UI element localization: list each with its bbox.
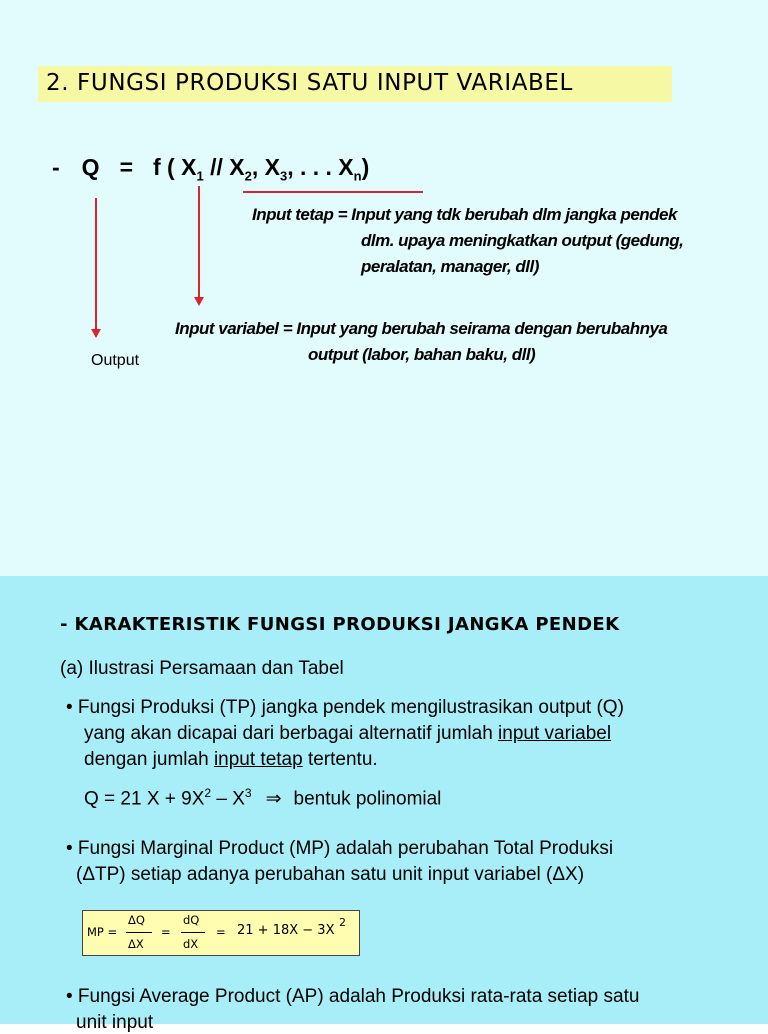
formula-dash: - [52,154,60,180]
slide-title: 2. FUNGSI PRODUKSI SATU INPUT VARIABEL [46,70,573,96]
ap-line-1: • Fungsi Average Product (AP) adalah Produksi rata-rata setiap satu [66,986,640,1007]
tp-line-1: • Fungsi Produksi (TP) jangka pendek mengilustrasikan output (Q) [66,697,624,718]
mp-num-1: ΔQ [128,913,145,927]
formula-sub-3: 3 [279,168,288,184]
mp-lhs: MP = [87,925,118,939]
implies-icon: ⇒ [265,788,282,810]
formula-func: f ( X [153,154,197,180]
formula-sub-n: n [353,168,362,184]
tp-line-2-text: yang akan dicapai dari berbagai alternatif jumlah [84,723,499,744]
tp-input-tetap: input tetap [213,749,303,770]
mp-eq-1: = [161,925,171,939]
formula-sub-2: 2 [244,168,252,184]
fixed-inputs-underline [243,191,423,193]
output-arrow [95,198,97,330]
polynomial-equation [84,786,441,810]
tp-line-3-text: dengan jumlah [84,749,214,770]
mp-rhs-exp: 2 [339,916,346,929]
tp-line-3-end: tertentu. [302,749,378,770]
fraction-bar-2 [181,932,205,933]
formula-mid-1: , X [251,154,280,180]
mp-line-1: • Fungsi Marginal Product (MP) adalah perubahan Total Produksi [66,838,614,859]
ap-line-2: unit input [76,1012,154,1033]
mp-rhs: 21 + 18X − 3X [237,923,335,938]
formula-sub-1: 1 [196,168,204,184]
input-tetap-line-3: peralatan, manager, dll) [361,257,539,276]
input-variabel-line-2: output (labor, bahan baku, dll) [308,345,536,364]
formula-sep: // X [203,154,245,180]
formula-q: Q [81,154,100,180]
mp-num-2: dQ [183,913,200,927]
mp-den-2: dX [183,937,199,951]
input-variabel-line-1: Input variabel = Input yang berubah seirama dengan berubahnya [175,319,668,338]
mp-formula-box [82,910,360,956]
section-heading: - KARAKTERISTIK FUNGSI PRODUKSI JANGKA PENDEK [60,614,620,635]
poly-pre: Q = 21 X + 9X [84,788,205,810]
poly-mid: – X [211,788,245,810]
tp-input-variabel: input variabel [498,723,612,744]
mp-eq-2: = [216,925,226,939]
poly-post: bentuk polinomial [293,788,442,810]
poly-exp-3: 3 [244,786,252,800]
formula-eq: = [119,154,133,180]
formula-mid-2: , . . . X [287,154,354,180]
fraction-bar-1 [126,932,152,933]
tp-line-2 [84,723,611,745]
input-tetap-line-2: dlm. upaya meningkatkan output (gedung, [361,231,684,250]
mp-line-2: (ΔTP) setiap adanya perubahan satu unit input variabel (ΔX) [76,864,585,885]
variable-input-arrow [198,186,200,298]
output-label: Output [91,352,140,369]
production-formula [52,154,369,184]
mp-den-1: ΔX [128,937,144,951]
poly-exp-2: 2 [204,786,212,800]
formula-close: ) [361,154,370,180]
input-tetap-line-1: Input tetap = Input yang tdk berubah dlm jangka pendek [252,205,677,224]
subsection-a: (a) Ilustrasi Persamaan dan Tabel [60,658,344,679]
tp-line-3 [84,749,378,771]
